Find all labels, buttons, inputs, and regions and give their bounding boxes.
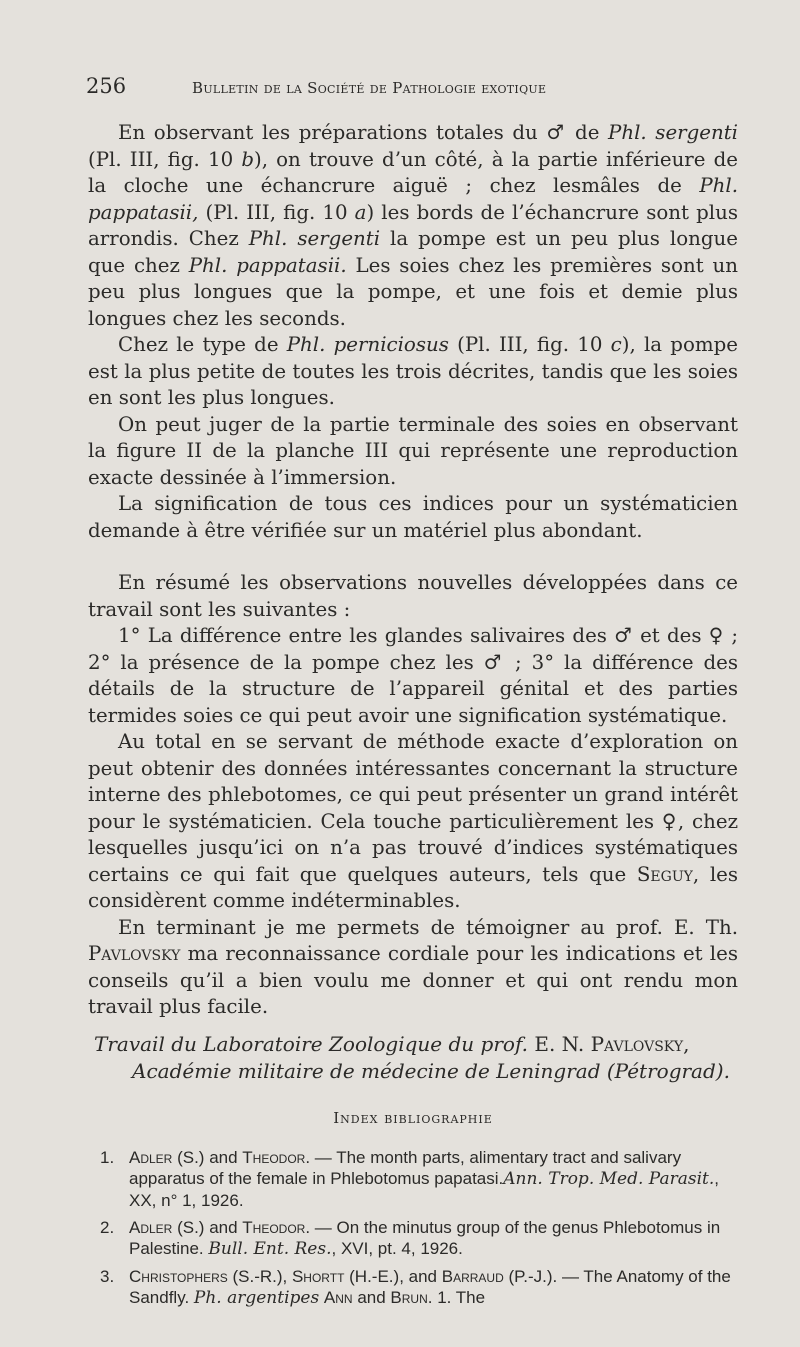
paragraph-4: La signification de tous ces indices pour un systématicien demande à être vérifiée sur un matériel plus abondant. [88, 492, 738, 542]
reference-item: 1. Adler (S.) and Theodor. — The month parts, alimentary tract and salivary apparatus of the female in Phlebotomus papatasi.Ann. Trop. Med. Parasit., XX, n° 1, 1926. [100, 1147, 719, 1210]
bibliography-list [88, 1147, 738, 1309]
signature-block [88, 1031, 738, 1085]
paragraph-5: En résumé les observations nouvelles développées dans ce travail sont les suivantes : [88, 571, 738, 621]
signature-line-2: Académie militaire de médecine de Leningrad (Pétrograd). [132, 1058, 730, 1083]
page-header [86, 74, 676, 104]
running-head: Bulletin de la Société de Pathologie exotique [192, 79, 547, 97]
index-title: Index bibliographie [333, 1108, 493, 1127]
page-number: 256 [86, 74, 127, 98]
article-body [88, 120, 738, 1315]
paragraph-8: En terminant je me permets de témoigner au prof. E. Th. Pavlovsky ma reconnaissance cordiale pour les indications et les conseils qu’il a bien voulu me donner et qui ont rendu mon travail plus facile. [88, 915, 738, 1018]
paragraph-3: On peut juger de la partie terminale des soies en observant la figure II de la planche III qui représente une reproduction exacte dessinée à l’immersion. [88, 412, 738, 489]
paragraph-7: Au total en se servant de méthode exacte d’exploration on peut obtenir des données intéressantes concernant la structure interne des phlebotomes, ce qui peut présenter un grand intérêt pour le systématicien. Cela touche particulièrement les ♀, chez lesquelles jusqu’ici on n’a pas trouvé d’indices systématiques certains ce qui fait que quelques auteurs, tels que Seguy, les considèrent comme indéterminables. [88, 730, 739, 912]
paragraph-1: En observant les préparations totales du ♂ de Phl. sergenti (Pl. III, fig. 10 b), on trouve d’un côté, à la partie inférieure de la cloche une échancrure aiguë ; chez lesmâles de Phl. pappatasii, (Pl. III, fig. 10 a) les bords de l’échancrure sont plus arrondis. Chez Phl. sergenti la pompe est un peu plus longue que chez Phl. pappatasii. Les soies chez les premières sont un peu plus longues que la pompe, et une fois et demie plus longues chez les seconds. [88, 121, 739, 330]
signature-line-1: Travail du Laboratoire Zoologique du prof. E. N. Pavlovsky, [94, 1031, 690, 1056]
paragraph-6: 1° La différence entre les glandes salivaires des ♂ et des ♀ ; 2° la présence de la pompe chez les ♂ ; 3° la différence des détails de la structure de l’appareil génital et des parties termides soies ce qui peut avoir une signification systématique. [88, 624, 738, 727]
reference-item: 2. Adler (S.) and Theodor. — On the minutus group of the genus Phlebotomus in Palestine. Bull. Ent. Res., XVI, pt. 4, 1926. [100, 1217, 721, 1259]
paragraph-2: Chez le type de Phl. perniciosus (Pl. III, fig. 10 c), la pompe est la plus petite de toutes les trois décrites, tandis que les soies en sont les plus longues. [88, 333, 738, 409]
reference-item: 3. Christophers (S.-R.), Shortt (H.-E.), and Barraud (P.-J.). — The Anatomy of the Sandfly. Ph. argentipes Ann and Brun. 1. The [100, 1266, 731, 1308]
section-gap [88, 544, 738, 570]
